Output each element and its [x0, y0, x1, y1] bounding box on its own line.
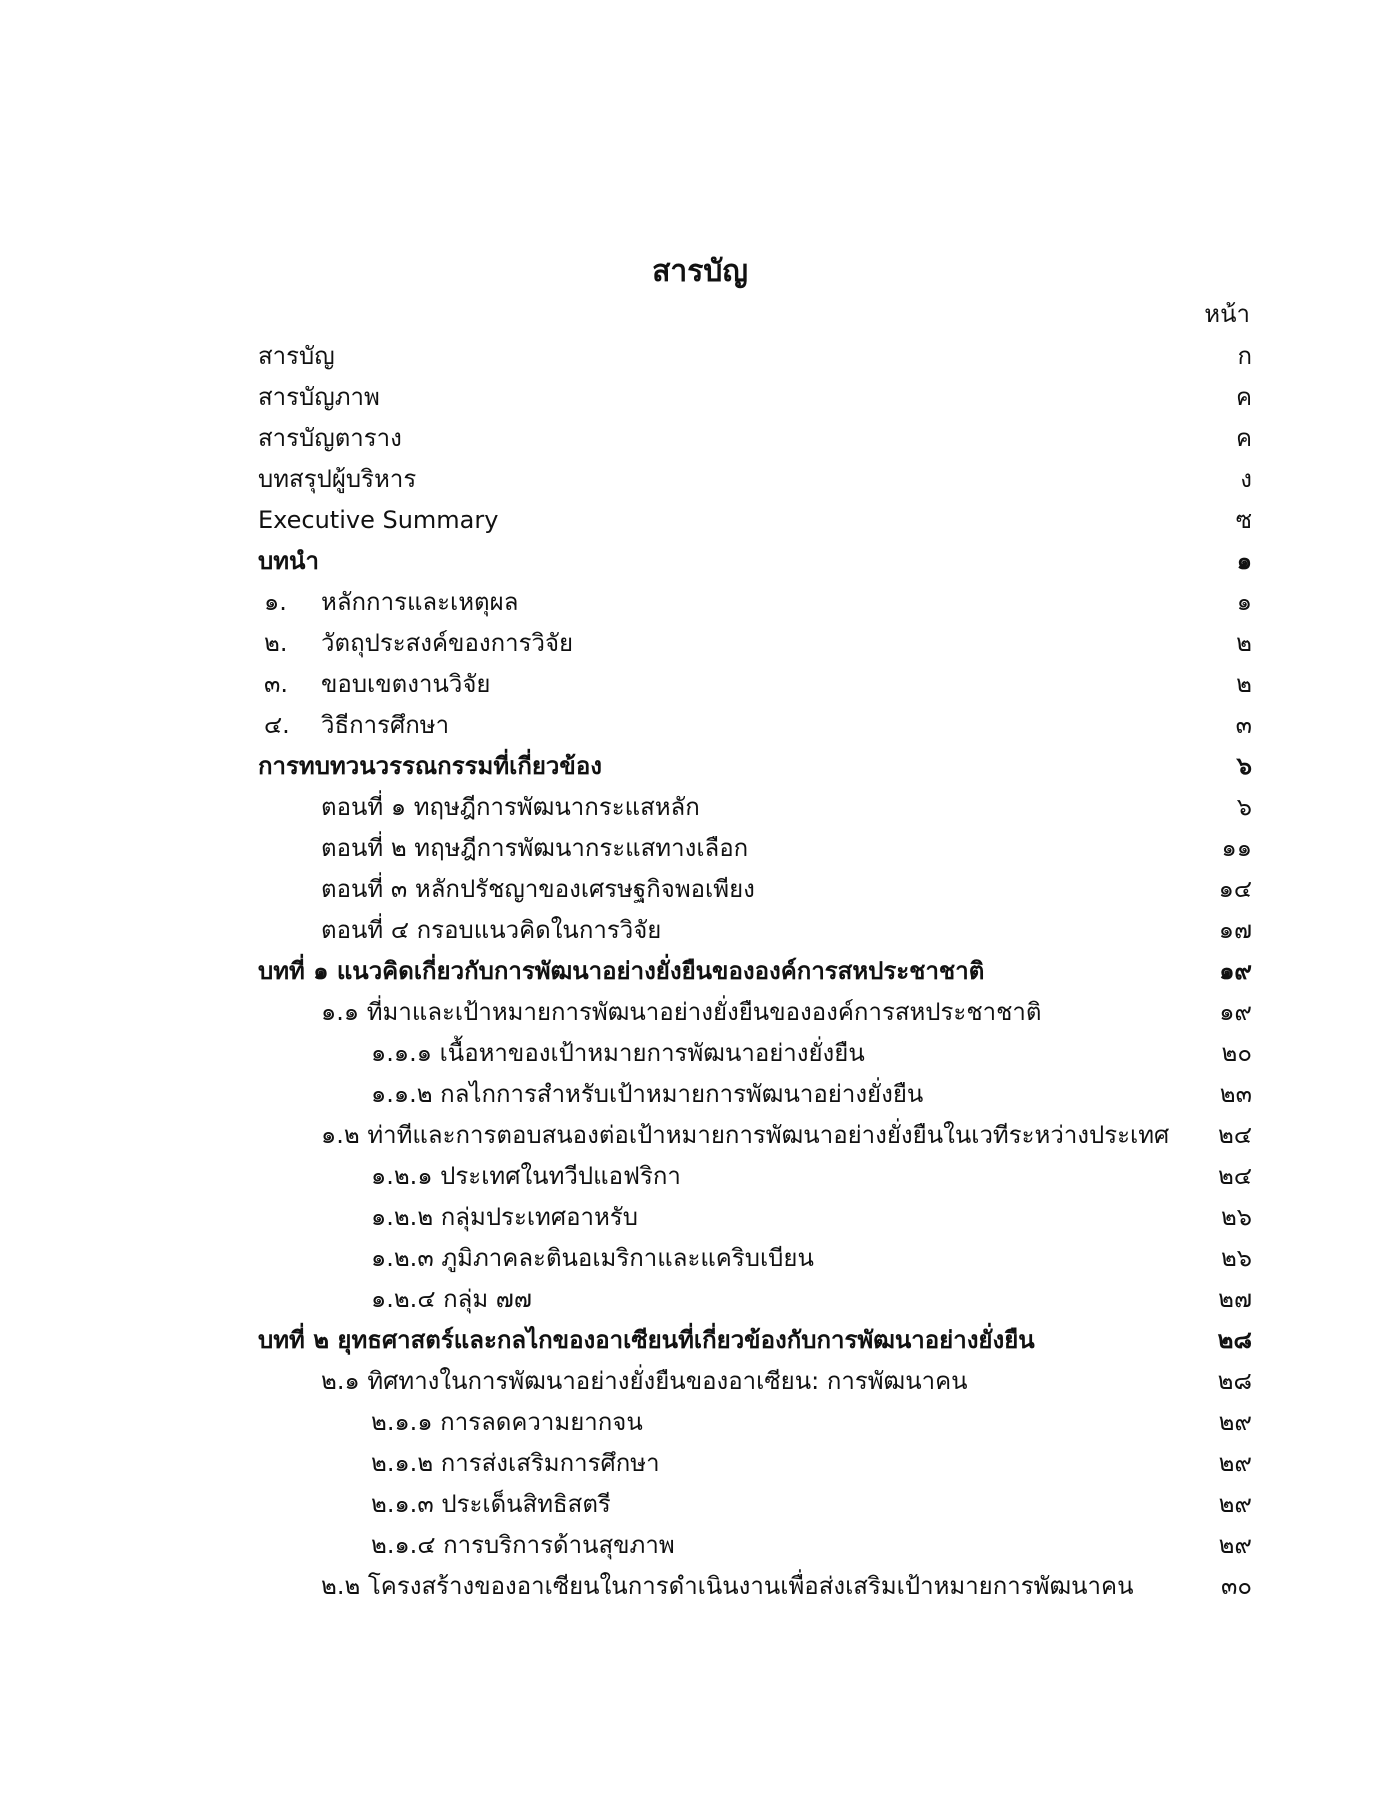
toc-entry-label: ๑.๒ ท่าทีและการตอบสนองต่อเป้าหมายการพัฒนาอย่างยั่งยืนในเวทีระหว่างประเทศ [321, 1121, 1170, 1149]
toc-entry-page: ซ [1235, 506, 1252, 534]
toc-chapter [258, 951, 1252, 992]
toc-entry-label: ๑.๑.๑ เนื้อหาของเป้าหมายการพัฒนาอย่างยั่งยืน [371, 1039, 865, 1067]
toc-entry-label: ๑.๒.๑ ประเทศในทวีปแอฟริกา [371, 1162, 681, 1190]
toc-entry-page: ๑๙ [1219, 957, 1252, 985]
toc-entry-label: ๑.๑.๒ กลไกการสำหรับเป้าหมายการพัฒนาอย่างยั่งยืน [371, 1080, 924, 1108]
toc-entry [258, 1074, 1252, 1115]
toc-entry-label: Executive Summary [258, 506, 499, 534]
toc-entry [258, 623, 1252, 664]
toc-entry [258, 1156, 1252, 1197]
page-title: สารบัญ [652, 254, 748, 289]
toc-entry-label: ๒.๒ โครงสร้างของอาเซียนในการดำเนินงานเพื่อส่งเสริมเป้าหมายการพัฒนาคน [321, 1572, 1134, 1600]
toc-entry-page: ก [1237, 342, 1252, 370]
toc-entry [258, 1361, 1252, 1402]
toc-entry-number: ๒. [264, 629, 288, 657]
toc-entry [258, 1566, 1252, 1607]
toc-entry-label: การทบทวนวรรณกรรมที่เกี่ยวข้อง [258, 752, 602, 780]
toc-entry-label: สารบัญตาราง [258, 424, 402, 452]
toc-entry-page: ค [1235, 424, 1252, 452]
toc-chapter [258, 1320, 1252, 1361]
toc-entry-page: ๒๙ [1218, 1408, 1252, 1436]
toc-entry-label: ตอนที่ ๒ ทฤษฎีการพัฒนากระแสทางเลือก [321, 834, 749, 862]
toc-entry-label: บทนำ [258, 547, 319, 575]
toc-entry-page: ๒๘ [1217, 1326, 1252, 1354]
toc-entry [258, 828, 1252, 869]
toc-entry [258, 1279, 1252, 1320]
toc-entry-label: วัตถุประสงค์ของการวิจัย [321, 629, 574, 657]
toc-entry-label: ๒.๑.๓ ประเด็นสิทธิสตรี [371, 1490, 611, 1518]
toc-entry-page: ๒๓ [1219, 1080, 1252, 1108]
toc-entry [258, 1033, 1252, 1074]
toc-entry-page: ๒๐ [1221, 1039, 1252, 1067]
toc-entry-label: ตอนที่ ๑ ทฤษฎีการพัฒนากระแสหลัก [321, 793, 700, 821]
toc-entry-label: ขอบเขตงานวิจัย [321, 670, 491, 698]
toc-entry-page: ๑๑ [1221, 834, 1252, 862]
toc-entry-page: ๓๐ [1220, 1572, 1252, 1600]
toc-entry-page: ง [1240, 465, 1252, 493]
toc-entry [258, 705, 1252, 746]
toc-entry-label: หลักการและเหตุผล [321, 588, 519, 616]
toc-entry-label: ตอนที่ ๓ หลักปรัชญาของเศรษฐกิจพอเพียง [321, 875, 755, 903]
toc-chapter [258, 541, 1252, 582]
toc-entry [258, 910, 1252, 951]
toc-entry-label: สารบัญภาพ [258, 383, 380, 411]
toc-entry [258, 1115, 1252, 1156]
toc-entry [258, 869, 1252, 910]
toc-entry [258, 418, 1252, 459]
toc-entry-label: ๑.๑ ที่มาและเป้าหมายการพัฒนาอย่างยั่งยืนขององค์การสหประชาชาติ [321, 998, 1042, 1026]
toc-entry-label: ๑.๒.๓ ภูมิภาคละตินอเมริกาและแคริบเบียน [371, 1244, 814, 1272]
toc-entry-page: ๒๙ [1218, 1531, 1252, 1559]
toc-entry-label: ๑.๒.๔ กลุ่ม ๗๗ [371, 1285, 532, 1313]
table-of-contents [258, 336, 1252, 1607]
toc-entry [258, 500, 1252, 541]
toc-entry [258, 1238, 1252, 1279]
toc-entry-page: ๒๙ [1218, 1490, 1252, 1518]
toc-entry-number: ๑. [264, 588, 287, 616]
toc-entry-label: บทสรุปผู้บริหาร [258, 465, 417, 493]
toc-entry-page: ๑๔ [1218, 875, 1252, 903]
toc-entry [258, 1443, 1252, 1484]
toc-entry [258, 377, 1252, 418]
toc-entry-number: ๔. [264, 711, 290, 739]
toc-entry [258, 992, 1252, 1033]
toc-entry [258, 1484, 1252, 1525]
toc-entry-page: ๖ [1236, 793, 1252, 821]
toc-entry-page: ๒๖ [1220, 1244, 1252, 1272]
toc-entry-label: ๒.๑.๔ การบริการด้านสุขภาพ [371, 1531, 675, 1559]
toc-entry-label: ตอนที่ ๔ กรอบแนวคิดในการวิจัย [321, 916, 662, 944]
page-column-header: หน้า [1204, 300, 1250, 328]
toc-entry-page: ๒๔ [1218, 1162, 1252, 1190]
toc-entry [258, 582, 1252, 623]
toc-entry-label: วิธีการศึกษา [321, 711, 450, 739]
toc-entry-page: ๒๗ [1218, 1285, 1252, 1313]
toc-entry-page: ๑๗ [1218, 916, 1252, 944]
toc-entry [258, 1197, 1252, 1238]
toc-entry-page: ๖ [1236, 752, 1252, 780]
toc-entry-page: ๒๙ [1218, 1449, 1252, 1477]
toc-entry-page: ๑๙ [1219, 998, 1252, 1026]
toc-entry-label: ๑.๒.๒ กลุ่มประเทศอาหรับ [371, 1203, 638, 1231]
toc-entry [258, 787, 1252, 828]
toc-entry-page: ๑ [1236, 588, 1252, 616]
toc-entry [258, 1402, 1252, 1443]
toc-entry-page: ๒๖ [1220, 1203, 1252, 1231]
toc-entry [258, 664, 1252, 705]
toc-entry-page: ๒๘ [1217, 1367, 1252, 1395]
toc-entry-label: บทที่ ๑ แนวคิดเกี่ยวกับการพัฒนาอย่างยั่งยืนขององค์การสหประชาชาติ [258, 957, 985, 985]
toc-entry [258, 459, 1252, 500]
toc-entry-label: บทที่ ๒ ยุทธศาสตร์และกลไกของอาเซียนที่เกี่ยวข้องกับการพัฒนาอย่างยั่งยืน [258, 1326, 1035, 1354]
toc-entry [258, 336, 1252, 377]
toc-entry [258, 1525, 1252, 1566]
toc-entry-page: ๓ [1235, 711, 1252, 739]
toc-entry-label: ๒.๑.๑ การลดความยากจน [371, 1408, 643, 1436]
toc-entry-page: ๑ [1236, 547, 1252, 575]
toc-entry-page: ๒ [1236, 670, 1252, 698]
toc-entry-label: สารบัญ [258, 342, 335, 370]
toc-entry-page: ๒ [1236, 629, 1252, 657]
toc-entry-page: ๒๔ [1218, 1121, 1252, 1149]
toc-chapter [258, 746, 1252, 787]
toc-entry-label: ๒.๑ ทิศทางในการพัฒนาอย่างยั่งยืนของอาเซียน: การพัฒนาคน [321, 1367, 968, 1395]
toc-entry-number: ๓. [264, 670, 289, 698]
toc-entry-label: ๒.๑.๒ การส่งเสริมการศึกษา [371, 1449, 660, 1477]
toc-entry-page: ค [1235, 383, 1252, 411]
